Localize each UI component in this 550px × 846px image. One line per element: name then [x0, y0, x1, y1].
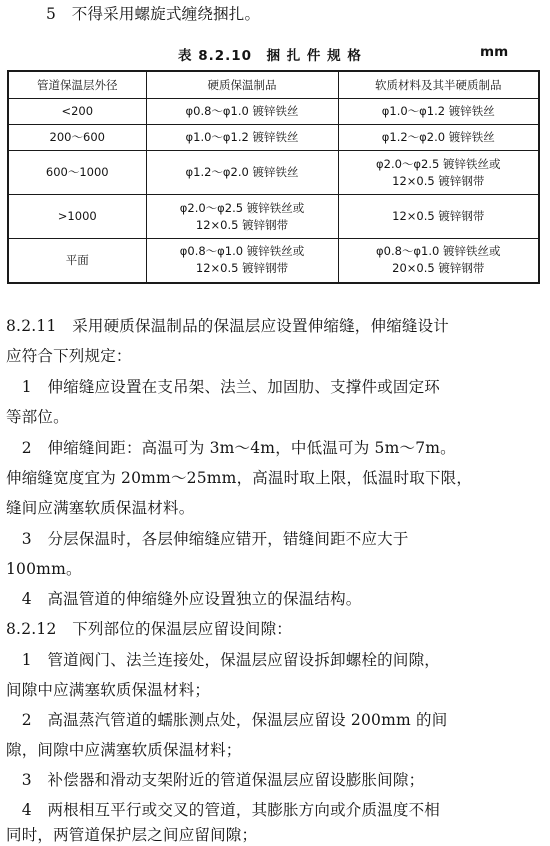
cell-hard: φ0.8～φ1.0 镀锌铁丝或 12×0.5 镀锌钢带 — [146, 239, 338, 283]
header-hard-material: 硬质保温制品 — [146, 71, 338, 99]
header-outer-diameter: 管道保温层外径 — [8, 71, 146, 99]
header-soft-material: 软质材料及其半硬质制品 — [338, 71, 539, 99]
paragraph-line: 3 补偿器和滑动支架附近的管道保温层应留设膨胀间隙； — [6, 771, 425, 789]
table-row — [8, 239, 539, 283]
paragraph-line: 4 高温管道的伸缩缝外应设置独立的保温结构。 — [6, 590, 362, 608]
cell-soft: 12×0.5 镀锌钢带 — [338, 195, 539, 239]
paragraph-line: 4 两根相互平行或交叉的管道，其膨胀方向或介质温度不相 — [6, 801, 440, 819]
paragraph-line: 3 分层保温时，各层伸缩缝应错开，错缝间距不应大于 — [6, 530, 409, 548]
table-row — [8, 125, 539, 151]
binding-spec-table — [7, 70, 540, 284]
cell-od: 平面 — [8, 239, 146, 283]
cell-hard: φ0.8～φ1.0 镀锌铁丝 — [146, 99, 338, 125]
paragraph-line: 等部位。 — [6, 408, 69, 426]
clause-8-2-12-line: 8.2.12 下列部位的保温层应留设间隙： — [6, 620, 293, 638]
paragraph-line: 2 高温蒸汽管道的蠕胀测点处，保温层应留设 200mm 的间 — [6, 711, 448, 729]
cell-hard: φ1.0～φ1.2 镀锌铁丝 — [146, 125, 338, 151]
table-title: 表 8.2.10 捆 扎 件 规 格 — [178, 48, 362, 64]
paragraph-line: 间隙中应满塞软质保温材料； — [6, 681, 211, 699]
paragraph-line: 伸缩缝宽度宜为 20mm～25mm，高温时取上限，低温时取下限， — [6, 469, 473, 487]
cell-hard: φ1.2～φ2.0 镀锌铁丝 — [146, 151, 338, 195]
paragraph-line: 应符合下列规定： — [6, 347, 132, 365]
paragraph-line: 同时，两管道保护层之间应留间隙； — [6, 826, 258, 844]
paragraph-line: 2 伸缩缝间距：高温可为 3m～4m，中低温可为 5m～7m。 — [6, 439, 456, 457]
cell-soft: φ0.8～φ1.0 镀锌铁丝或 20×0.5 镀锌钢带 — [338, 239, 539, 283]
cell-od: 600～1000 — [8, 151, 146, 195]
cell-od: <200 — [8, 99, 146, 125]
cell-od: >1000 — [8, 195, 146, 239]
item-5-text: 5 不得采用螺旋式缠绕捆扎。 — [46, 5, 261, 23]
table-header-row — [8, 71, 539, 99]
cell-od: 200～600 — [8, 125, 146, 151]
paragraph-line: 隙，间隙中应满塞软质保温材料； — [6, 741, 242, 759]
table-row — [8, 99, 539, 125]
cell-hard: φ2.0～φ2.5 镀锌铁丝或 12×0.5 镀锌钢带 — [146, 195, 338, 239]
paragraph-line: 缝间应满塞软质保温材料。 — [6, 499, 195, 517]
table-row — [8, 151, 539, 195]
paragraph-line: 100mm。 — [6, 560, 82, 578]
table-row — [8, 195, 539, 239]
cell-soft: φ1.2～φ2.0 镀锌铁丝 — [338, 125, 539, 151]
clause-8-2-11-line: 8.2.11 采用硬质保温制品的保温层应设置伸缩缝，伸缩缝设计 — [6, 317, 450, 335]
cell-soft: φ1.0～φ1.2 镀锌铁丝 — [338, 99, 539, 125]
table-unit: mm — [480, 44, 509, 60]
paragraph-line: 1 伸缩缝应设置在支吊架、法兰、加固肋、支撑件或固定环 — [6, 378, 440, 396]
cell-soft: φ2.0～φ2.5 镀锌铁丝或 12×0.5 镀锌钢带 — [338, 151, 539, 195]
paragraph-line: 1 管道阀门、法兰连接处，保温层应留设拆卸螺栓的间隙， — [6, 651, 440, 669]
